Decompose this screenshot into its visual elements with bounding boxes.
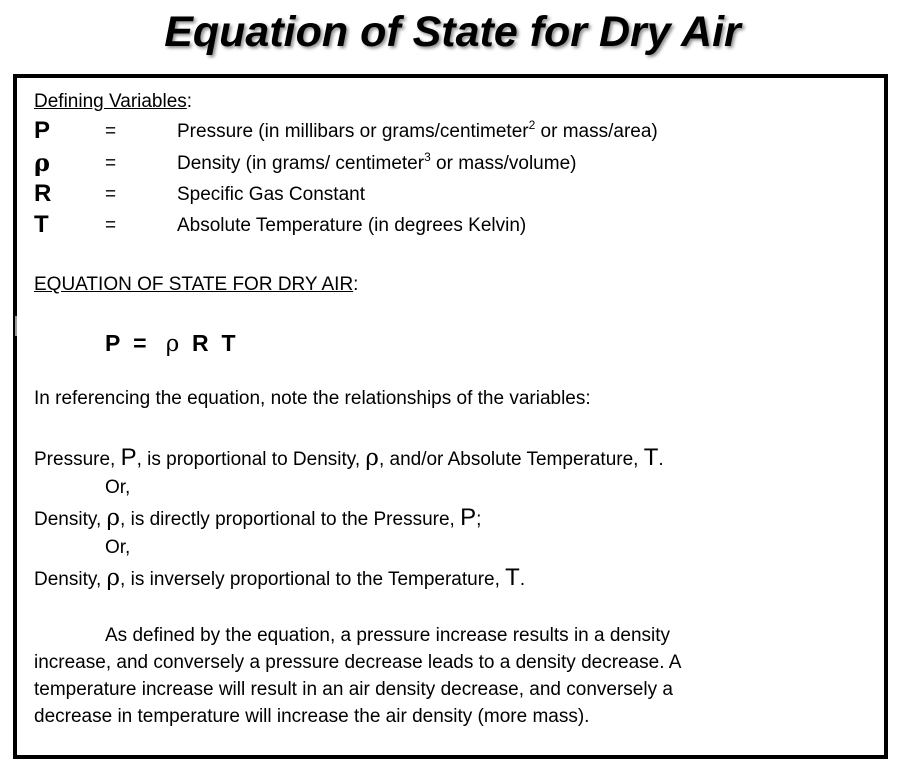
- relation-text: ;: [476, 509, 482, 530]
- relation-symbol-rho: ρ: [365, 445, 379, 471]
- defining-variables-heading: [34, 90, 192, 114]
- description-text: Density (in grams/ centimeter: [177, 153, 425, 174]
- variable-symbol: P: [34, 117, 51, 144]
- defining-variables-label: Defining Variables: [34, 91, 187, 112]
- description-suffix: or mass/volume): [430, 153, 577, 174]
- equation-t: T: [221, 330, 236, 356]
- relation-symbol-p: P: [120, 444, 137, 471]
- relation-text: , is proportional to Density,: [136, 449, 366, 470]
- variable-description: Absolute Temperature (in degrees Kelvin): [177, 215, 527, 236]
- equation-equals: =: [133, 330, 147, 356]
- relation-text: , is inversely proportional to the Temperature,: [120, 569, 506, 590]
- superscript: 3: [424, 150, 431, 164]
- equation-heading-label: EQUATION OF STATE FOR DRY AIR: [34, 274, 354, 295]
- relation-symbol-p: P: [460, 504, 477, 531]
- relation-text: .: [519, 569, 526, 590]
- description-text: Pressure (in millibars or grams/centimeter: [177, 121, 529, 142]
- page-title: Equation of State for Dry Air: [164, 8, 741, 56]
- equation-heading: [34, 273, 358, 297]
- variable-symbol: R: [34, 180, 52, 207]
- or-connector: Or,: [105, 477, 131, 498]
- relation-text: Density,: [34, 509, 107, 530]
- relation-symbol-t: T: [643, 444, 659, 471]
- variable-equals: =: [105, 184, 117, 205]
- equation-heading-colon: :: [353, 274, 359, 295]
- variable-symbol: T: [34, 211, 49, 238]
- variable-equals: =: [105, 121, 117, 142]
- explanation-paragraph: [34, 622, 874, 730]
- relation-text: Density,: [34, 569, 107, 590]
- equation-rho: ρ: [165, 331, 180, 357]
- variable-description: [177, 119, 658, 145]
- relation-density-pressure: [34, 506, 481, 532]
- or-connector: Or,: [105, 537, 131, 558]
- relation-text: .: [658, 449, 664, 470]
- paragraph-line: As defined by the equation, a pressure increase results in a density: [105, 625, 671, 646]
- paragraph-line: increase, and conversely a pressure decrease leads to a density decrease. A: [34, 652, 682, 673]
- superscript: 2: [528, 118, 536, 132]
- paragraph-line: decrease in temperature will increase the air density (more mass).: [34, 706, 590, 727]
- description-suffix: or mass/area): [535, 121, 658, 142]
- defining-variables-colon: :: [186, 91, 193, 112]
- variable-description: [177, 151, 576, 177]
- relation-text: , is directly proportional to the Pressure,: [120, 509, 461, 530]
- relation-text: Pressure,: [34, 449, 121, 470]
- paragraph-line: temperature increase will result in an air density decrease, and conversely a: [34, 679, 673, 700]
- equation: [105, 329, 236, 358]
- relation-symbol-rho: ρ: [106, 505, 121, 531]
- variable-description: Specific Gas Constant: [177, 184, 365, 205]
- relation-density-temperature: [34, 566, 525, 592]
- relation-text: , and/or Absolute Temperature,: [378, 449, 644, 470]
- variable-equals: =: [105, 153, 117, 174]
- relation-symbol-t: T: [505, 564, 520, 591]
- variable-equals: =: [105, 215, 117, 236]
- equation-r: R: [192, 330, 209, 356]
- relation-symbol-rho: ρ: [106, 565, 121, 591]
- relationships-intro: In referencing the equation, note the relationships of the variables:: [34, 388, 591, 409]
- variable-symbol: ρ: [34, 148, 50, 177]
- relation-pressure: [34, 446, 664, 472]
- equation-lhs: P: [105, 330, 121, 356]
- frame-mark: [15, 316, 17, 336]
